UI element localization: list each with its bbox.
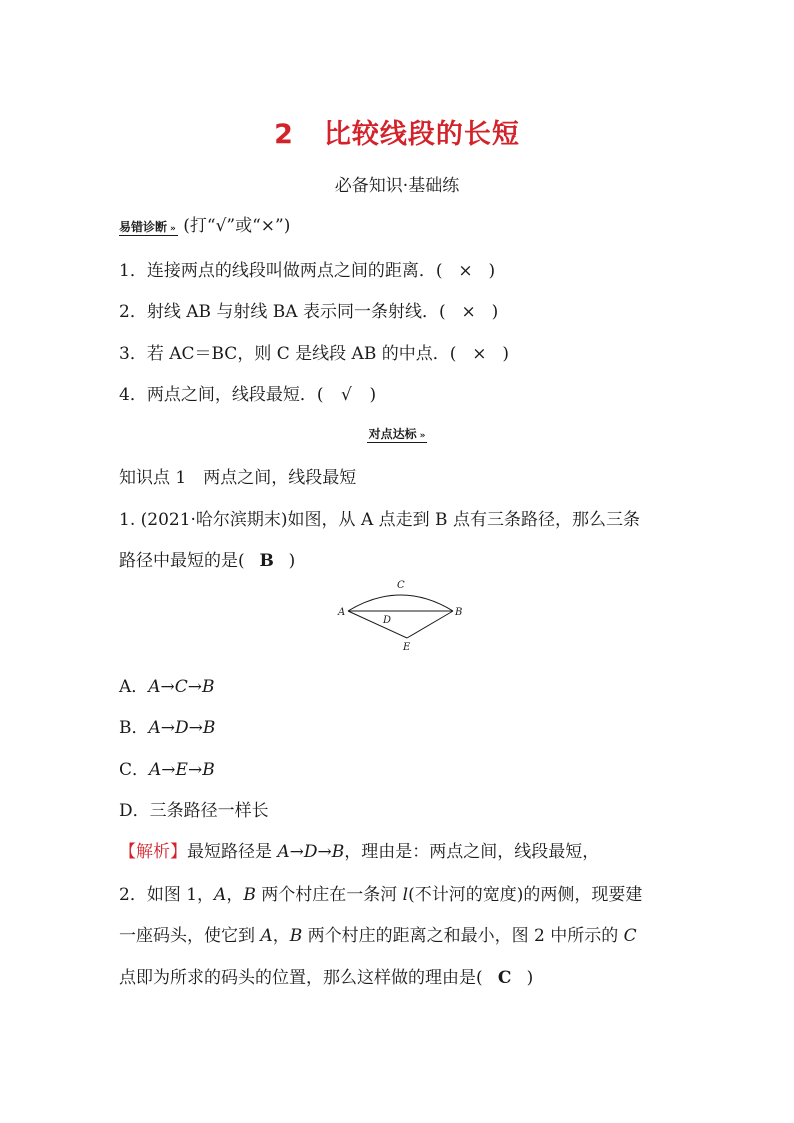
q2-line2	[119, 921, 637, 946]
segment-eb	[407, 611, 453, 638]
page-title	[0, 112, 794, 151]
q2-text: 2．如图 1，	[119, 885, 215, 905]
label-c: C	[397, 580, 405, 591]
q2-line3	[119, 963, 533, 988]
q2-var-b: B	[289, 926, 303, 946]
option-path: A→E→B	[149, 760, 215, 780]
option-path: A→C→B	[148, 677, 215, 697]
q2-close: )	[526, 968, 534, 988]
judgment-close: )	[488, 261, 496, 281]
judgment-answer: ×	[461, 302, 476, 322]
judgment-text: 3．若 AC＝BC，则 C 是线段 AB 的中点．(	[119, 344, 457, 364]
option-letter: B．	[119, 718, 149, 738]
label-a: A	[338, 607, 346, 618]
section-number: 2	[274, 119, 294, 150]
q2-var-c: C	[623, 926, 637, 946]
section-tag	[367, 427, 428, 443]
option-letter: D．	[119, 801, 150, 821]
option-c[interactable]	[119, 755, 215, 780]
analysis-pre: 最短路径是	[187, 842, 278, 862]
arc-path-acb	[348, 595, 453, 611]
judgment-item	[119, 297, 498, 322]
option-b[interactable]	[119, 713, 215, 738]
q1-answer: B	[259, 551, 274, 571]
option-a[interactable]	[119, 672, 215, 697]
option-letter: C．	[119, 760, 150, 780]
q2-answer: C	[497, 968, 512, 988]
label-d: D	[383, 615, 392, 626]
double-arrow-icon: »	[419, 431, 426, 441]
judgment-text: 2．射线 AB 与射线 BA 表示同一条射线．(	[119, 302, 446, 322]
judgment-close: )	[491, 302, 499, 322]
diagnosis-tag-text: 易错诊断	[119, 220, 168, 234]
section-tag-row	[0, 423, 794, 442]
q2-var-a: A	[214, 885, 227, 905]
option-path: A→D→B	[148, 718, 216, 738]
judgment-item	[119, 339, 509, 364]
diagnosis-tag	[119, 220, 178, 236]
q2-stem-end: 点即为所求的码头的位置，那么这样做的理由是(	[119, 968, 483, 988]
q2-text: 一座码头，使它到	[119, 926, 261, 946]
label-b: B	[455, 607, 463, 618]
q1-close: )	[288, 551, 296, 571]
label-e: E	[403, 642, 411, 653]
judgment-answer: ×	[458, 261, 473, 281]
q2-text: 两个村庄的距离之和最小，图 2 中所示的	[302, 926, 624, 946]
judgment-item	[119, 380, 376, 405]
subtitle: 必备知识·基础练	[334, 176, 460, 196]
double-arrow-icon: »	[170, 224, 176, 234]
q2-var-a: A	[260, 926, 273, 946]
analysis-path: A→D→B	[277, 842, 345, 862]
section-tag-text: 对点达标	[368, 427, 417, 441]
q1-line1: 1. (2021·哈尔滨期末)如图，从 A 点走到 B 点有三条路径，那么三条	[119, 510, 640, 530]
analysis-tag: 【解析】	[119, 842, 187, 862]
analysis-post: ，理由是：两点之间，线段最短，	[344, 842, 600, 862]
judgment-text: 4．两点之间，线段最短．(	[119, 385, 324, 405]
q2-text: 两个村庄在一条河	[255, 885, 403, 905]
q1-stem-end: 路径中最短的是(	[119, 551, 245, 571]
diagnosis-instruction: (打“√”或“×”)	[183, 216, 291, 236]
q2-text: ，	[226, 885, 244, 905]
judgment-answer: √	[341, 385, 352, 405]
section-title: 比较线段的长短	[323, 119, 520, 150]
q1-line2	[119, 546, 295, 571]
q2-var-l: l	[402, 885, 409, 905]
q2-text: ，	[272, 926, 290, 946]
q2-var-b: B	[243, 885, 256, 905]
option-d[interactable]	[119, 796, 269, 821]
option-letter: A．	[119, 677, 149, 697]
judgment-close: )	[502, 344, 509, 364]
judgment-answer: ×	[472, 344, 487, 364]
judgment-close: )	[369, 385, 377, 405]
path-figure	[335, 575, 465, 655]
q2-line1	[119, 880, 642, 905]
judgment-item	[119, 256, 495, 281]
option-path: 三条路径一样长	[149, 801, 269, 821]
judgment-text: 1．连接两点的线段叫做两点之间的距离．(	[119, 261, 443, 281]
q2-text: (不计河的宽度)的两侧，现要建	[408, 885, 643, 905]
q1-analysis	[119, 837, 599, 862]
segment-ae	[348, 611, 407, 638]
diagnosis-header	[119, 211, 290, 236]
knowledge-point: 知识点 1 两点之间，线段最短	[119, 468, 357, 488]
